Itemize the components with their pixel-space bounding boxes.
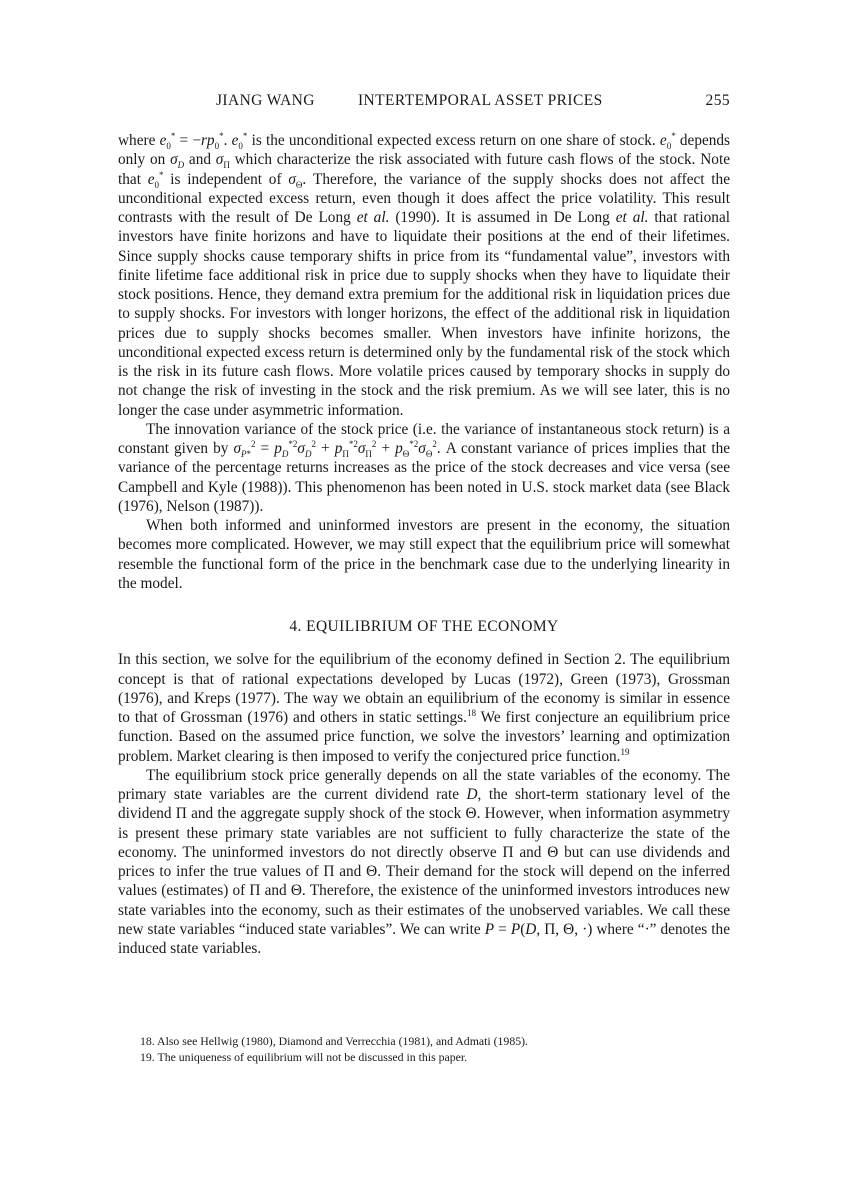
body-text	[118, 131, 730, 958]
paragraph: The equilibrium stock price generally depends on all the state variables of the economy. The primary state variables are the current dividend rate D, the short-term stationary level of the dividend Π and the aggregate supply shock of the stock Θ. However, when information asymmetry is present these primary state variables are not sufficient to fully characterize the state of the economy. The uninformed investors do not directly observe Π and Θ but can use dividends and prices to infer the true values of Π and Θ. Their demand for the stock will depend on the inferred values (estimates) of Π and Θ. Therefore, the existence of the uninformed investors introduces new state variables into the economy, such as their estimates of the unobserved variables. We call these new state variables “induced state variables”. We can write P = P(D, Π, Θ, ·) where “·” denotes the induced state variables.	[118, 766, 731, 957]
running-header	[118, 92, 730, 114]
paragraph: The innovation variance of the stock price (i.e. the variance of instantaneous stock return) is a constant given by $\sigma_{P*}^2 = p_D^{*2}\sigma_D^2 + p_\Pi^{*2}\sigma_\Pi^2 + p_\Theta^{*2}\sigma_\Theta^2$. A constant variance of prices implies that the variance of the percentage returns increases as the price of the stock decreases and vice versa (see Campbell and Kyle (1988)). This phenomenon has been noted in U.S. stock market data (see Black (1976), Nelson (1987)).	[118, 420, 731, 515]
footnote-18: 18. Also see Hellwig (1980), Diamond and Verrecchia (1981), and Admati (1985).	[140, 1034, 529, 1048]
footnotes	[118, 1033, 730, 1065]
page-number: 255	[705, 92, 730, 109]
paragraph: where $e_0^* = -rp_0^*$. $e_0^*$ is the unconditional expected excess return on one share of stock. $e_0^*$ depends only on $\sigma_D$ and $\sigma_\Pi$ which characterize the risk associated with future cash flows of the stock. Note that $e_0^*$ is independent of $\sigma_\Theta$. Therefore, the variance of the supply shocks does not affect the unconditional expected excess return, even though it does affect the price volatility. This result contrasts with the result of De Long et al. (1990). It is assumed in De Long et al. that rational investors have finite horizons and have to liquidate their positions at the end of their lifetimes. Since supply shocks cause temporary shifts in price from its “fundamental value”, investors with finite lifetime face additional risk in price due to supply shocks when they have to liquidate their stock positions. Hence, they demand extra premium for the additional risk in liquidation prices due to supply shocks. For investors with longer horizons, the effect of the additional risk in liquidation prices due to supply shocks becomes smaller. When investors have infinite horizons, the unconditional expected excess return is determined only by the fundamental risk of the stock which is the risk in its future cash flows. More volatile prices caused by temporary shocks in supply do not change the risk of investing in the stock and the risk premium. As we will see later, this is no longer the case under asymmetric information.	[118, 130, 731, 419]
header-title: INTERTEMPORAL ASSET PRICES	[358, 92, 603, 109]
footnote-19: 19. The uniqueness of equilibrium will not be discussed in this paper.	[140, 1050, 468, 1064]
header-author: JIANG WANG	[216, 92, 315, 109]
paragraph: When both informed and uninformed investors are present in the economy, the situation becomes more complicated. However, we may still expect that the equilibrium price will somewhat resemble the functional form of the price in the benchmark case due to the underlying linearity in the model.	[118, 517, 730, 592]
section-heading: 4. EQUILIBRIUM OF THE ECONOMY	[289, 618, 559, 635]
paragraph: In this section, we solve for the equilibrium of the economy defined in Section 2. The equilibrium concept is that of rational expectations developed by Lucas (1972), Green (1973), Grossman (1976), and Kreps (1977). The way we obtain an equilibrium of the economy is similar in essence to that of Grossman (1976) and others in static settings.$^{18}$ We first conjecture an equilibrium price function. Based on the assumed price function, we solve the investors’ learning and optimization problem. Market clearing is then imposed to verify the conjectured price function.$^{19}$	[118, 651, 730, 765]
